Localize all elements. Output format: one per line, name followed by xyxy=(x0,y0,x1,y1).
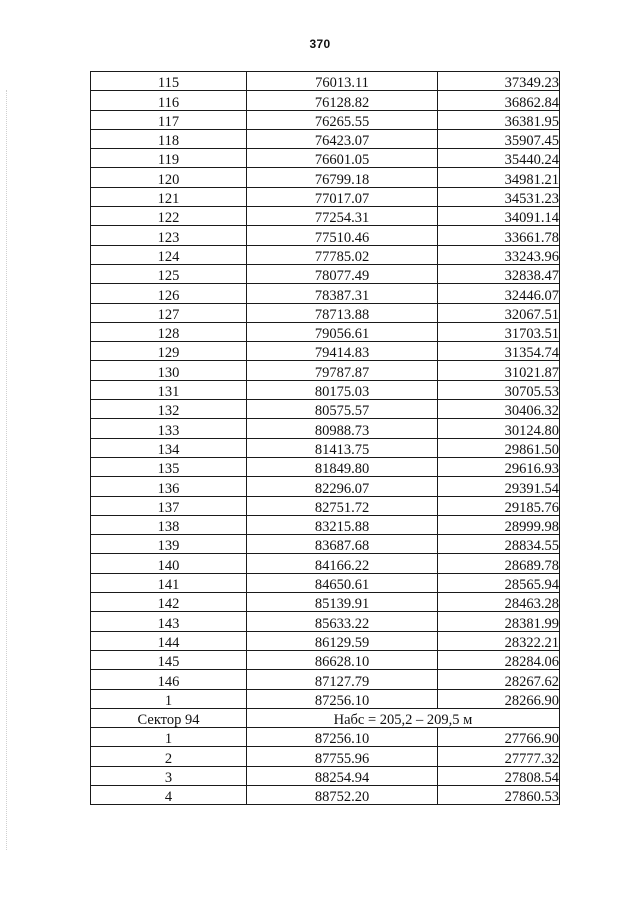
table-row xyxy=(91,322,560,341)
x-coordinate-cell: 82751.72 xyxy=(247,496,438,515)
point-number-cell: 134 xyxy=(91,438,247,457)
table-row xyxy=(91,785,560,804)
table-row xyxy=(91,612,560,631)
table-row xyxy=(91,129,560,148)
table-row xyxy=(91,477,560,496)
table-row xyxy=(91,554,560,573)
x-coordinate-cell: 80175.03 xyxy=(247,380,438,399)
point-number-cell: 146 xyxy=(91,670,247,689)
y-coordinate-cell: 27860.53 xyxy=(438,785,560,804)
x-coordinate-cell: 83215.88 xyxy=(247,515,438,534)
point-number-cell: 133 xyxy=(91,419,247,438)
table-row xyxy=(91,72,560,91)
table-row xyxy=(91,303,560,322)
page-number: 370 xyxy=(309,37,331,51)
point-number-cell: 141 xyxy=(91,573,247,592)
table-row xyxy=(91,400,560,419)
table-row xyxy=(91,535,560,554)
x-coordinate-cell: 77785.02 xyxy=(247,245,438,264)
table-row xyxy=(91,226,560,245)
x-coordinate-cell: 83687.68 xyxy=(247,535,438,554)
x-coordinate-cell: 87755.96 xyxy=(247,747,438,766)
x-coordinate-cell: 76799.18 xyxy=(247,168,438,187)
sector-height-range: Набс = 205,2 – 209,5 м xyxy=(247,708,560,727)
x-coordinate-cell: 77017.07 xyxy=(247,187,438,206)
point-number-cell: 132 xyxy=(91,400,247,419)
point-number-cell: 144 xyxy=(91,631,247,650)
x-coordinate-cell: 85139.91 xyxy=(247,593,438,612)
y-coordinate-cell: 36381.95 xyxy=(438,110,560,129)
y-coordinate-cell: 31021.87 xyxy=(438,361,560,380)
point-number-cell: 129 xyxy=(91,342,247,361)
point-number-cell: 124 xyxy=(91,245,247,264)
x-coordinate-cell: 79414.83 xyxy=(247,342,438,361)
x-coordinate-cell: 77254.31 xyxy=(247,207,438,226)
x-coordinate-cell: 76265.55 xyxy=(247,110,438,129)
y-coordinate-cell: 28284.06 xyxy=(438,650,560,669)
x-coordinate-cell: 84166.22 xyxy=(247,554,438,573)
y-coordinate-cell: 29616.93 xyxy=(438,457,560,476)
y-coordinate-cell: 28463.28 xyxy=(438,593,560,612)
sector-label: Сектор 94 xyxy=(91,708,247,727)
table-row xyxy=(91,631,560,650)
x-coordinate-cell: 87256.10 xyxy=(247,689,438,708)
point-number-cell: 140 xyxy=(91,554,247,573)
table-row xyxy=(91,342,560,361)
point-number-cell: 143 xyxy=(91,612,247,631)
table-row xyxy=(91,380,560,399)
x-coordinate-cell: 88752.20 xyxy=(247,785,438,804)
y-coordinate-cell: 37349.23 xyxy=(438,72,560,91)
table-row xyxy=(91,689,560,708)
y-coordinate-cell: 28999.98 xyxy=(438,515,560,534)
point-number-cell: 126 xyxy=(91,284,247,303)
table-row xyxy=(91,91,560,110)
y-coordinate-cell: 31703.51 xyxy=(438,322,560,341)
point-number-cell: 137 xyxy=(91,496,247,515)
x-coordinate-cell: 88254.94 xyxy=(247,766,438,785)
point-number-cell: 122 xyxy=(91,207,247,226)
point-number-cell: 4 xyxy=(91,785,247,804)
point-number-cell: 1 xyxy=(91,689,247,708)
y-coordinate-cell: 28834.55 xyxy=(438,535,560,554)
y-coordinate-cell: 29391.54 xyxy=(438,477,560,496)
x-coordinate-cell: 87256.10 xyxy=(247,728,438,747)
x-coordinate-cell: 80575.57 xyxy=(247,400,438,419)
x-coordinate-cell: 79056.61 xyxy=(247,322,438,341)
y-coordinate-cell: 28381.99 xyxy=(438,612,560,631)
y-coordinate-cell: 29861.50 xyxy=(438,438,560,457)
x-coordinate-cell: 78387.31 xyxy=(247,284,438,303)
point-number-cell: 121 xyxy=(91,187,247,206)
y-coordinate-cell: 27766.90 xyxy=(438,728,560,747)
x-coordinate-cell: 78713.88 xyxy=(247,303,438,322)
point-number-cell: 139 xyxy=(91,535,247,554)
x-coordinate-cell: 79787.87 xyxy=(247,361,438,380)
point-number-cell: 142 xyxy=(91,593,247,612)
table-row xyxy=(91,149,560,168)
y-coordinate-cell: 30406.32 xyxy=(438,400,560,419)
point-number-cell: 135 xyxy=(91,457,247,476)
x-coordinate-cell: 81413.75 xyxy=(247,438,438,457)
y-coordinate-cell: 34091.14 xyxy=(438,207,560,226)
sector-header-group xyxy=(91,708,560,727)
point-number-cell: 131 xyxy=(91,380,247,399)
y-coordinate-cell: 34981.21 xyxy=(438,168,560,187)
table-row xyxy=(91,361,560,380)
coordinates-table xyxy=(90,71,560,805)
point-number-cell: 127 xyxy=(91,303,247,322)
point-number-cell: 119 xyxy=(91,149,247,168)
y-coordinate-cell: 28565.94 xyxy=(438,573,560,592)
table-row xyxy=(91,593,560,612)
coordinates-table-body-bottom xyxy=(91,728,560,805)
x-coordinate-cell: 76601.05 xyxy=(247,149,438,168)
y-coordinate-cell: 30705.53 xyxy=(438,380,560,399)
x-coordinate-cell: 86628.10 xyxy=(247,650,438,669)
table-row xyxy=(91,419,560,438)
table-row xyxy=(91,168,560,187)
x-coordinate-cell: 81849.80 xyxy=(247,457,438,476)
x-coordinate-cell: 87127.79 xyxy=(247,670,438,689)
y-coordinate-cell: 33661.78 xyxy=(438,226,560,245)
y-coordinate-cell: 27808.54 xyxy=(438,766,560,785)
y-coordinate-cell: 28267.62 xyxy=(438,670,560,689)
table-row xyxy=(91,650,560,669)
y-coordinate-cell: 32446.07 xyxy=(438,284,560,303)
point-number-cell: 1 xyxy=(91,728,247,747)
point-number-cell: 117 xyxy=(91,110,247,129)
table-row xyxy=(91,728,560,747)
y-coordinate-cell: 28266.90 xyxy=(438,689,560,708)
x-coordinate-cell: 76423.07 xyxy=(247,129,438,148)
y-coordinate-cell: 33243.96 xyxy=(438,245,560,264)
table-row xyxy=(91,573,560,592)
point-number-cell: 116 xyxy=(91,91,247,110)
x-coordinate-cell: 76128.82 xyxy=(247,91,438,110)
y-coordinate-cell: 31354.74 xyxy=(438,342,560,361)
y-coordinate-cell: 29185.76 xyxy=(438,496,560,515)
point-number-cell: 130 xyxy=(91,361,247,380)
y-coordinate-cell: 35440.24 xyxy=(438,149,560,168)
table-row xyxy=(91,264,560,283)
table-row xyxy=(91,245,560,264)
table-row xyxy=(91,747,560,766)
table-row xyxy=(91,438,560,457)
y-coordinate-cell: 34531.23 xyxy=(438,187,560,206)
table-row xyxy=(91,187,560,206)
point-number-cell: 136 xyxy=(91,477,247,496)
x-coordinate-cell: 80988.73 xyxy=(247,419,438,438)
x-coordinate-cell: 77510.46 xyxy=(247,226,438,245)
x-coordinate-cell: 84650.61 xyxy=(247,573,438,592)
table-row xyxy=(91,496,560,515)
x-coordinate-cell: 86129.59 xyxy=(247,631,438,650)
table-row xyxy=(91,515,560,534)
y-coordinate-cell: 30124.80 xyxy=(438,419,560,438)
point-number-cell: 138 xyxy=(91,515,247,534)
table-row xyxy=(91,670,560,689)
point-number-cell: 120 xyxy=(91,168,247,187)
x-coordinate-cell: 76013.11 xyxy=(247,72,438,91)
sector-header-row xyxy=(91,708,560,727)
y-coordinate-cell: 32067.51 xyxy=(438,303,560,322)
table-row xyxy=(91,457,560,476)
point-number-cell: 118 xyxy=(91,129,247,148)
point-number-cell: 123 xyxy=(91,226,247,245)
point-number-cell: 115 xyxy=(91,72,247,91)
point-number-cell: 2 xyxy=(91,747,247,766)
y-coordinate-cell: 32838.47 xyxy=(438,264,560,283)
table-row xyxy=(91,284,560,303)
table-row xyxy=(91,110,560,129)
scan-margin-line xyxy=(6,90,7,850)
coordinates-table-body-top xyxy=(91,72,560,709)
y-coordinate-cell: 28689.78 xyxy=(438,554,560,573)
x-coordinate-cell: 85633.22 xyxy=(247,612,438,631)
x-coordinate-cell: 82296.07 xyxy=(247,477,438,496)
point-number-cell: 128 xyxy=(91,322,247,341)
point-number-cell: 145 xyxy=(91,650,247,669)
y-coordinate-cell: 28322.21 xyxy=(438,631,560,650)
x-coordinate-cell: 78077.49 xyxy=(247,264,438,283)
table-row xyxy=(91,207,560,226)
y-coordinate-cell: 27777.32 xyxy=(438,747,560,766)
point-number-cell: 125 xyxy=(91,264,247,283)
table-row xyxy=(91,766,560,785)
point-number-cell: 3 xyxy=(91,766,247,785)
y-coordinate-cell: 36862.84 xyxy=(438,91,560,110)
y-coordinate-cell: 35907.45 xyxy=(438,129,560,148)
